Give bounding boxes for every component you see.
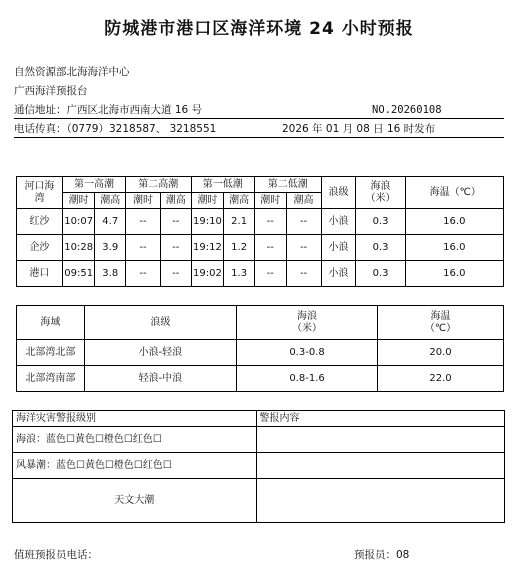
table-row [17,235,504,261]
header-tide-height: 潮高 [95,193,126,209]
low1-time: 19:10 [191,209,224,235]
header-low-tide-1: 第一低潮 [191,177,254,193]
divider [14,118,504,119]
high2-height: -- [160,209,191,235]
header-wave-level: 浪级 [84,306,236,340]
low1-time: 19:02 [191,261,224,287]
header-wave-height: 海浪（米） [356,177,405,209]
wave-level: 小浪 [321,209,356,235]
phone-fax: 电话传真：（0779）3218587、 3218551 [14,123,217,135]
wave-level: 小浪 [321,235,356,261]
header-tide-time: 潮时 [254,193,286,209]
sea-temp: 16.0 [405,235,503,261]
wave-height: 0.3 [356,209,405,235]
header-tide-time: 潮时 [191,193,224,209]
warning-table [12,410,505,523]
sea-temp: 16.0 [405,209,503,235]
low1-height: 2.1 [224,209,255,235]
header-high-tide-1: 第一高潮 [62,177,125,193]
address: 通信地址：广西区北海市西南大道 16 号 [14,104,203,116]
header-location: 河口海湾 [17,177,63,209]
header-high-tide-2: 第二高潮 [126,177,192,193]
header-tide-time: 潮时 [62,193,95,209]
warning-content-cell [256,479,504,523]
high1-time: 10:07 [62,209,95,235]
header-wave-level: 浪级 [321,177,356,209]
low2-height: -- [286,235,321,261]
table-row [17,261,504,287]
high2-height: -- [160,261,191,287]
wave-height: 0.3 [356,261,405,287]
sea-temp: 22.0 [378,366,504,392]
warning-content-cell [256,453,504,479]
header-tide-time: 潮时 [126,193,161,209]
header-wave-height: 海浪（米） [237,306,378,340]
low1-time: 19:12 [191,235,224,261]
high1-height: 4.7 [95,209,126,235]
warning-content-cell [256,427,504,453]
low2-height: -- [286,261,321,287]
wave-warning-levels: 海浪：蓝色☐黄色☐橙色☐红色☐ [13,427,257,453]
high2-time: -- [126,235,161,261]
low2-time: -- [254,261,286,287]
storm-surge-warning-levels: 风暴潮：蓝色☐黄色☐橙色☐红色☐ [13,453,257,479]
header-sea-area: 海域 [17,306,85,340]
sea-temp: 16.0 [405,261,503,287]
sea-area-name: 北部湾北部 [17,340,85,366]
high2-height: -- [160,235,191,261]
header-sea-temp: 海温（℃） [405,177,503,209]
high1-time: 09:51 [62,261,95,287]
wave-height: 0.3-0.8 [237,340,378,366]
low2-time: -- [254,235,286,261]
location-name: 企沙 [17,235,63,261]
table-row [17,366,504,392]
low2-height: -- [286,209,321,235]
header-tide-height: 潮高 [286,193,321,209]
astronomical-tide-label: 天文大潮 [13,479,257,523]
sea-temp: 20.0 [378,340,504,366]
wave-level: 小浪-轻浪 [84,340,236,366]
table-row [17,209,504,235]
wave-level: 轻浪-中浪 [84,366,236,392]
page-title: 防城港市港口区海洋环境 24 小时预报 [104,19,414,39]
high1-height: 3.8 [95,261,126,287]
doc-number: NO.20260108 [372,104,442,116]
tide-table [16,176,504,287]
wave-height: 0.3 [356,235,405,261]
divider [14,137,504,138]
high2-time: -- [126,261,161,287]
header-low-tide-2: 第二低潮 [254,177,321,193]
location-name: 红沙 [17,209,63,235]
location-name: 港口 [17,261,63,287]
issue-time: 2026 年 01 月 08 日 16 时发布 [282,123,436,135]
forecaster-id: 预报员：08 [354,549,410,561]
forecaster-phone: 值班预报员电话： [14,549,98,561]
high1-height: 3.9 [95,235,126,261]
wave-level: 小浪 [321,261,356,287]
high2-time: -- [126,209,161,235]
low1-height: 1.2 [224,235,255,261]
header-sea-temp: 海温（℃） [378,306,504,340]
high1-time: 10:28 [62,235,95,261]
header-tide-height: 潮高 [224,193,255,209]
header-warning-level: 海洋灾害警报级别 [13,411,257,427]
low1-height: 1.3 [224,261,255,287]
header-warning-content: 警报内容 [256,411,504,427]
low2-time: -- [254,209,286,235]
table-row [17,340,504,366]
header-tide-height: 潮高 [160,193,191,209]
sea-area-table [16,305,504,392]
wave-height: 0.8-1.6 [237,366,378,392]
station-name: 广西海洋预报台 [14,85,88,97]
org-name: 自然资源部北海海洋中心 [14,66,130,78]
sea-area-name: 北部湾南部 [17,366,85,392]
